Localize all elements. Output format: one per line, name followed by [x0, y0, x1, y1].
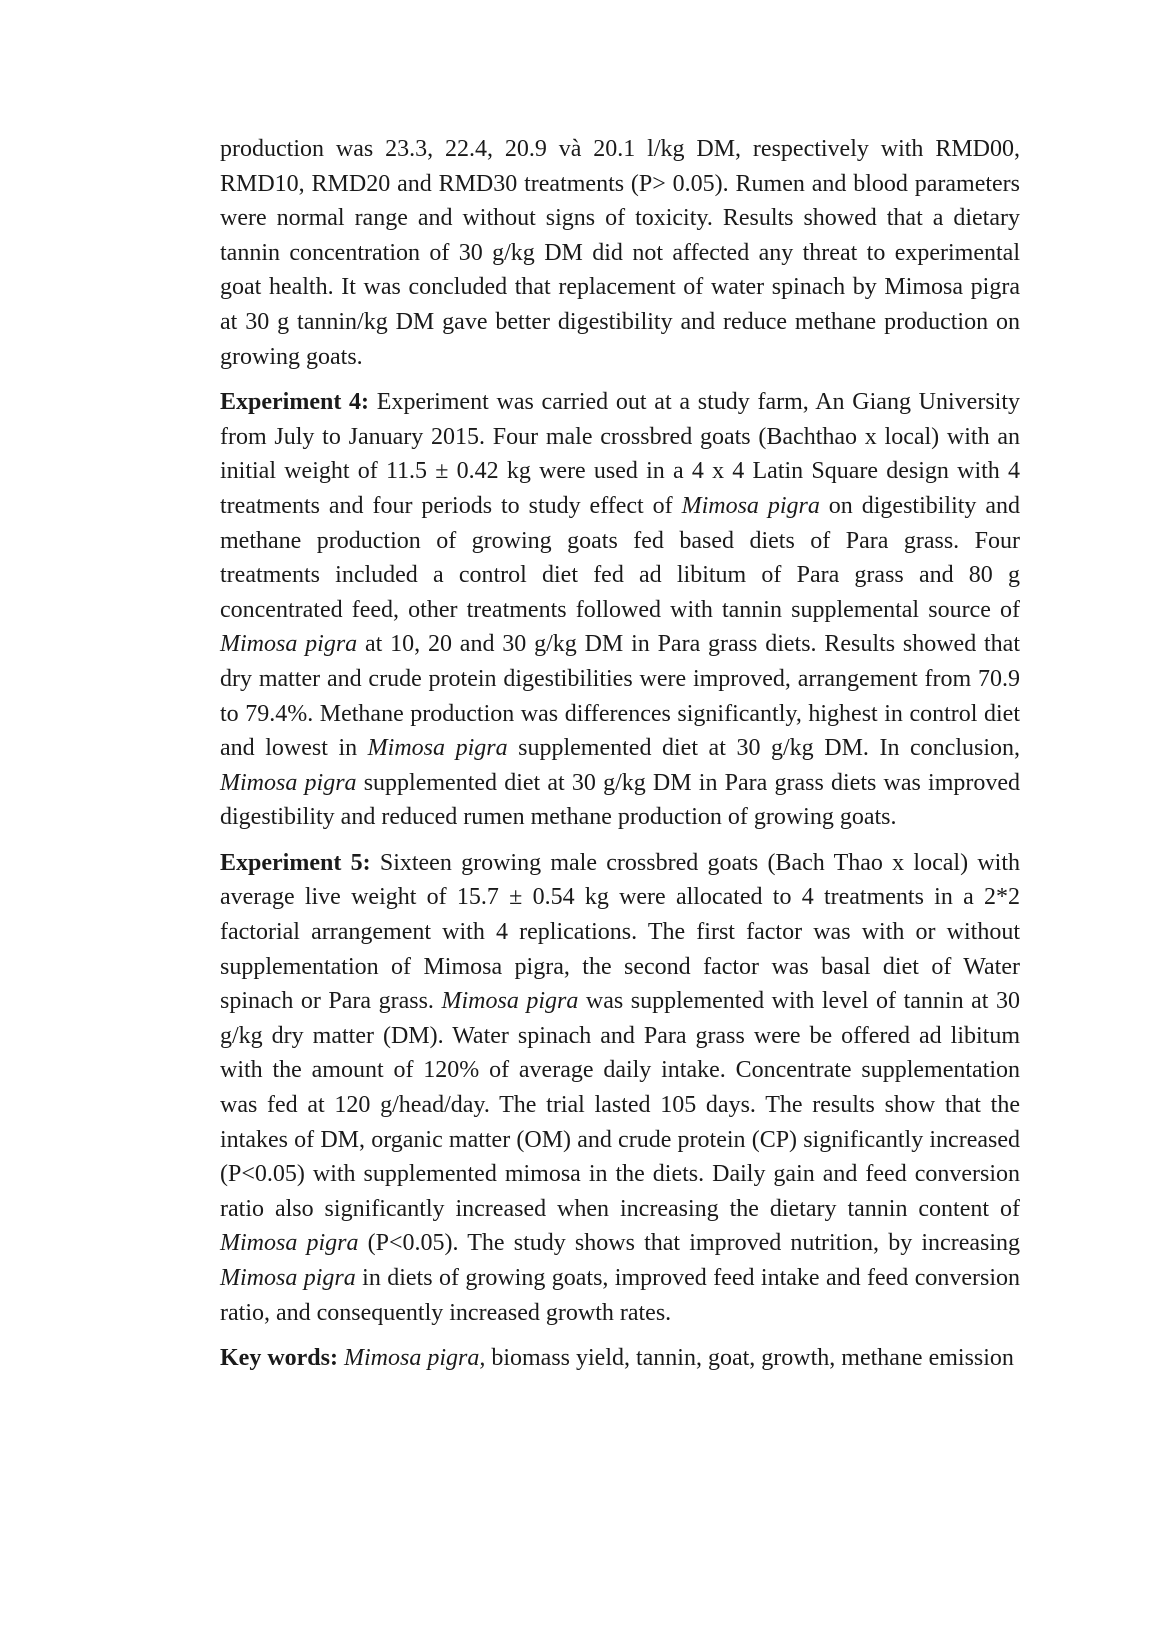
species-name: Mimosa pigra [220, 631, 358, 658]
keywords-list: biomass yield, tannin, goat, growth, methane emission [485, 1345, 1014, 1372]
keywords-heading: Key words: [220, 1345, 338, 1372]
species-name: Mimosa pigra [220, 1265, 356, 1291]
experiment-4-heading: Experiment 4: [220, 389, 370, 416]
species-name: Mimosa pigra [441, 988, 579, 1015]
experiment-5-heading: Experiment 5: [220, 849, 371, 876]
intro-paragraph [220, 132, 1020, 374]
intro-text: production was 23.3, 22.4, 20.9 và 20.1 l/kg DM, respectively with RMD00, RMD10, RMD20 and RMD30 treatments (P> 0.05). Rumen and blood parameters were normal range and without signs of toxicity. Results showed that a dietary tannin concentration of 30 g/kg DM did not affected any threat to experimental goat health. It was concluded that replacement of water spinach by Mimosa pigra at 30 g tannin/kg DM gave better digestibility and reduce methane production on growing goats. [220, 136, 1020, 370]
keywords-paragraph [220, 1341, 1020, 1376]
keyword-species: Mimosa pigra, [343, 1345, 486, 1372]
species-name: Mimosa pigra [220, 769, 357, 796]
experiment-5-text: (P<0.05). The study shows that improved nutrition, by increasing [358, 1230, 1021, 1257]
experiment-4-paragraph [220, 385, 1020, 835]
experiment-5-text: was supplemented with level of tannin at 30 g/kg dry matter (DM). Water spinach and Para grass were be offered ad libitum with the amount of 120% of average daily intake. Concentrate supplementation was fed at 120 g/head/day. The trial lasted 105 days. The results show that the intakes of DM, organic matter (OM) and crude protein (CP) significantly increased (P<0.05) with supplemented mimosa in the diets. Daily gain and feed conversion ratio also significantly increased when increasing the dietary tannin content of [220, 988, 1021, 1222]
species-name: Mimosa pigra [367, 735, 508, 762]
experiment-4-text: Experiment was carried out at a study farm, An Giang University from July to January 2015. Four male crossbred goats (Bachthao x local) with an initial weight of 11.5 ± 0.42 kg were used in a 4 x 4 Latin Square design with 4 treatments and four periods to study effect of [220, 389, 1020, 519]
document-page [220, 132, 1020, 1387]
experiment-5-paragraph [220, 846, 1020, 1330]
experiment-4-text: on digestibility and methane production of growing goats fed based diets of Para grass. Four treatments included a control diet fed ad libitum of Para grass and 80 g concentrated feed, other treatments followed with tannin supplemental source of [220, 492, 1021, 623]
experiment-4-text: supplemented diet at 30 g/kg DM in Para grass diets was improved digestibility and reduced rumen methane production of growing goats. [220, 769, 1020, 831]
species-name: Mimosa pigra [220, 1230, 359, 1257]
experiment-4-text: supplemented diet at 30 g/kg DM. In conclusion, [507, 735, 1020, 762]
experiment-5-text: in diets of growing goats, improved feed intake and feed conversion ratio, and consequently increased growth rates. [220, 1265, 1021, 1326]
species-name: Mimosa pigra [681, 492, 820, 519]
experiment-4-text: at 10, 20 and 30 g/kg DM in Para grass diets. Results showed that dry matter and crude protein digestibilities were improved, arrangement from 70.9 to 79.4%. Methane production was differences significantly, highest in control diet and lowest in [220, 631, 1021, 762]
experiment-5-text: Sixteen growing male crossbred goats (Bach Thao x local) with average live weight of 15.7 ± 0.54 kg were allocated to 4 treatments in a 2*2 factorial arrangement with 4 replications. The first factor was with or without supplementation of Mimosa pigra, the second factor was basal diet of Water spinach or Para grass. [220, 849, 1020, 1015]
